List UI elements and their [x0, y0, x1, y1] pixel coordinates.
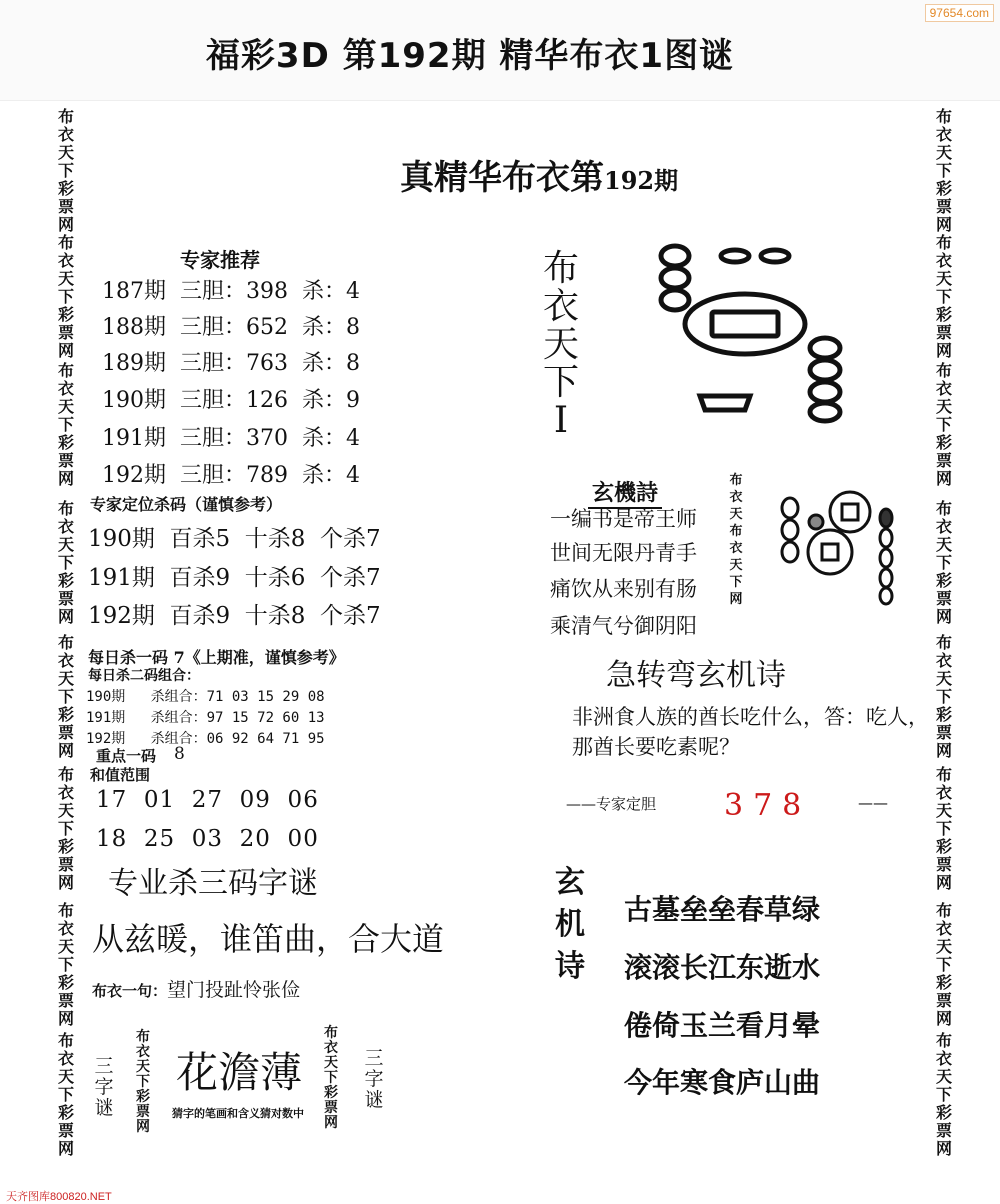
site-tag[interactable]: 97654.com: [925, 4, 994, 22]
page-title: 福彩3D 第192期 精华布衣1图谜: [205, 36, 735, 76]
daily-kill-combo-row: 190期 杀组合：71 03 15 29 08: [86, 689, 325, 705]
expert-rec-row: 191期 三胆：370 杀：4: [102, 426, 360, 451]
poem-line: 痛饮从来别有肠: [550, 577, 697, 601]
poem-title: 玄機詩: [588, 476, 662, 509]
side-watermark-right-6: 布衣天下彩票网: [935, 765, 952, 892]
poem-side-watermark: 布衣天布衣天下网: [729, 473, 743, 607]
xuanji-label: 玄机诗: [555, 865, 585, 984]
side-watermark-right-2: 布衣天下彩票网: [935, 233, 952, 360]
side-watermark-left-2: 布衣天下彩票网: [57, 233, 74, 360]
expert-rec-row: 187期 三胆：398 杀：4: [102, 279, 360, 304]
side-watermark-right-3: 布衣天下彩票网: [935, 361, 952, 488]
side-watermark-right-7: 布衣天下彩票网: [935, 901, 952, 1028]
brain-teaser-title: 急转弯玄机诗: [606, 658, 786, 693]
xuanji-line: 今年寒食庐山曲: [624, 1066, 821, 1099]
buyi-sentence: [92, 975, 300, 1002]
expert-rec-row: 192期 三胆：789 杀：4: [102, 463, 360, 488]
main-title-text: 真精华布衣第: [400, 158, 604, 198]
position-kill-row: 191期 百杀9 十杀6 个杀7: [88, 565, 381, 591]
sum-row: 18 25 03 20 00: [96, 826, 319, 852]
side-watermark-right-4: 布衣天下彩票网: [935, 499, 952, 626]
zimi-label-left: 三字谜: [94, 1055, 114, 1119]
side-watermark-mini-left: 布衣天下彩票网: [136, 1029, 150, 1135]
daily-kill-line: 每日杀一码 7《上期准，谨慎参考》: [88, 648, 345, 667]
poem-line: 一编书是帝王师: [550, 507, 697, 531]
position-kill-title: 专家定位杀码（谨慎参考）: [90, 495, 283, 514]
riddle-line: 从兹暖，谁笛曲，合大道: [92, 920, 445, 958]
expert-dan-dash: ——: [858, 794, 888, 812]
main-title: [400, 150, 678, 199]
picture-puzzle-coins: [778, 486, 900, 606]
side-watermark-right-1: 布衣天下彩票网: [935, 107, 952, 234]
daily-kill-combo-label: 每日杀二码组合：: [88, 668, 200, 684]
zimi-label-right: 三字谜: [364, 1047, 384, 1111]
side-watermark-left-6: 布衣天下彩票网: [57, 765, 74, 892]
xuanji-line: 古墓垒垒春草绿: [624, 893, 821, 926]
side-watermark-left-7: 布衣天下彩票网: [57, 901, 74, 1028]
flower-riddle: 花澹薄: [176, 1048, 303, 1097]
picture-puzzle-top: [650, 236, 860, 426]
main-title-num: 192期: [604, 166, 679, 195]
side-watermark-left-8: 布衣天下彩票网: [57, 1031, 74, 1158]
key-number-value: 8: [174, 744, 185, 764]
side-watermark-left-4: 布衣天下彩票网: [57, 499, 74, 626]
xuanji-line: 滚滚长江东逝水: [624, 951, 821, 984]
position-kill-row: 192期 百杀9 十杀8 个杀7: [88, 603, 381, 629]
buyi-tianxia-vertical: 布衣天下I: [542, 248, 579, 441]
expert-rec-title: 专家推荐: [180, 248, 260, 272]
side-watermark-right-5: 布衣天下彩票网: [935, 633, 952, 760]
daily-kill-combo-row: 192期 杀组合：06 92 64 71 95: [86, 731, 325, 747]
xuanji-line: 倦倚玉兰看月晕: [624, 1009, 821, 1042]
side-watermark-left-1: 布衣天下彩票网: [57, 107, 74, 234]
footer-url[interactable]: 天齐图库800820.NET: [6, 1191, 112, 1203]
position-kill-row: 190期 百杀5 十杀8 个杀7: [88, 526, 381, 552]
buyi-text: 望门投趾怜张俭: [167, 979, 301, 1001]
side-watermark-mini-right: 布衣天下彩票网: [324, 1025, 338, 1131]
side-watermark-left-5: 布衣天下彩票网: [57, 633, 74, 760]
brain-teaser-text: 非洲食人族的酋长吃什么，答：吃人，那酋长要吃素呢？: [572, 705, 929, 759]
expert-dan-label: ——专家定胆: [566, 795, 657, 813]
key-number-label: 重点一码: [96, 747, 157, 765]
buyi-label: 布衣一句：: [92, 982, 168, 1000]
poem-line: 世间无限丹青手: [550, 541, 697, 565]
expert-rec-row: 190期 三胆：126 杀：9: [102, 388, 360, 413]
poem-line: 乘清气兮御阴阳: [550, 614, 697, 638]
side-watermark-right-8: 布衣天下彩票网: [935, 1031, 952, 1158]
expert-rec-row: 189期 三胆：763 杀：8: [102, 351, 360, 376]
kill-riddle-title: 专业杀三码字谜: [108, 866, 318, 901]
expert-rec-row: 188期 三胆：652 杀：8: [102, 315, 360, 340]
daily-kill-combo-row: 191期 杀组合：97 15 72 60 13: [86, 710, 325, 726]
expert-dan-value: 378: [724, 788, 812, 823]
sum-row: 17 01 27 09 06: [96, 787, 319, 813]
sum-range-label: 和值范围: [90, 766, 151, 784]
side-watermark-left-3: 布衣天下彩票网: [57, 361, 74, 488]
flower-note: 猜字的笔画和含义猜对数中: [172, 1107, 304, 1120]
